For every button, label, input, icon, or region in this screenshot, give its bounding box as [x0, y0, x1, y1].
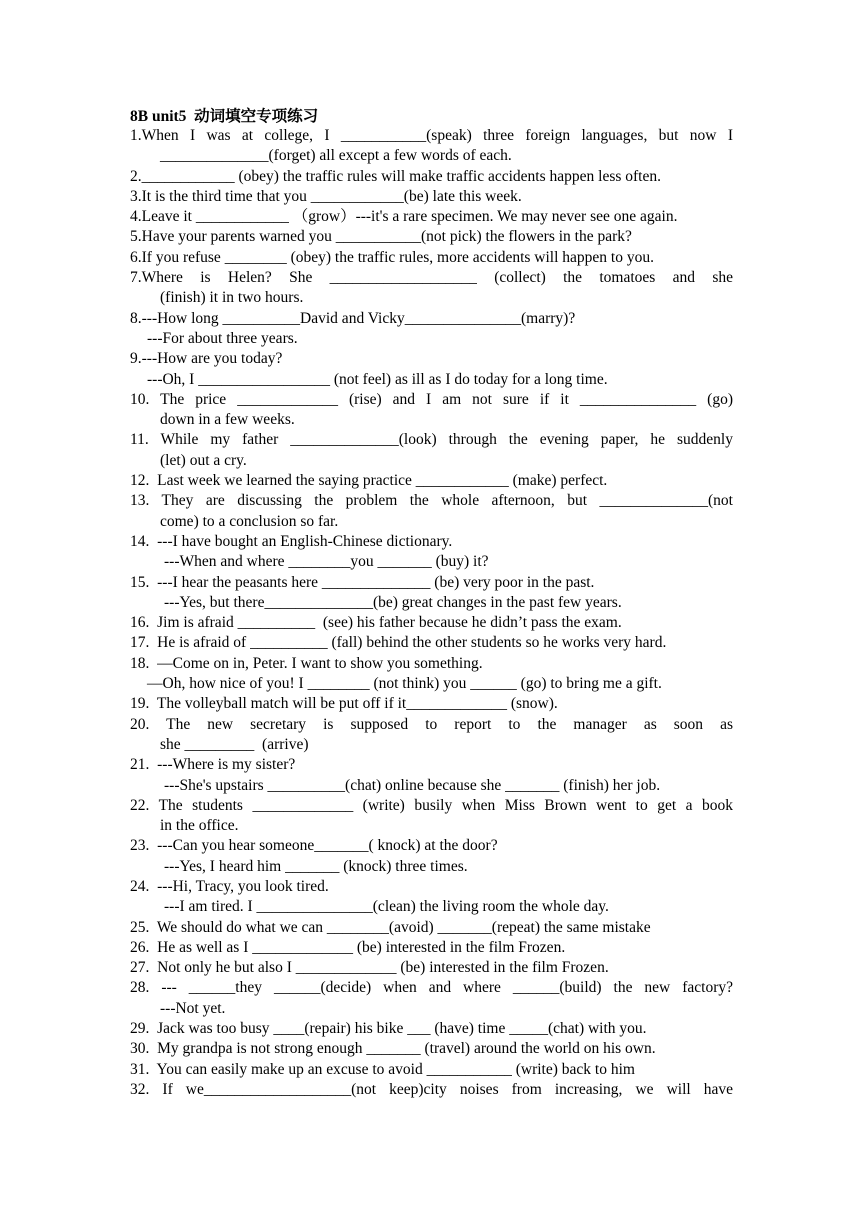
exercise-line: 6.If you refuse ________ (obey) the traffic rules, more accidents will happen to you.: [130, 248, 654, 266]
exercise-line: 5.Have your parents warned you ___________(not pick) the flowers in the park?: [130, 228, 632, 246]
exercise-line: 28. --- ______they ______(decide) when and where ______(build) the new factory?: [130, 979, 733, 997]
exercise-line: 14. ---I have bought an English-Chinese dictionary.: [130, 532, 453, 550]
exercise-line: ---I am tired. I _______________(clean) the living room the whole day.: [164, 898, 609, 916]
exercise-line: (let) out a cry.: [160, 451, 247, 469]
exercise-line: ---Yes, but there______________(be) great changes in the past few years.: [164, 593, 622, 611]
exercise-line: 1.When I was at college, I ___________(speak) three foreign languages, but now I: [130, 127, 733, 144]
exercise-line: 26. He as well as I _____________ (be) interested in the film Frozen.: [130, 938, 566, 956]
exercise-line: 18. —Come on in, Peter. I want to show you something.: [130, 654, 483, 672]
exercise-line: 30. My grandpa is not strong enough _______ (travel) around the world on his own.: [130, 1040, 656, 1058]
exercise-line: 15. ---I hear the peasants here ______________ (be) very poor in the past.: [130, 573, 595, 591]
exercise-line: 2.____________ (obey) the traffic rules will make traffic accidents happen less often.: [130, 167, 661, 185]
exercise-line: 7.Where is Helen? She ___________________ (collect) the tomatoes and she: [130, 269, 733, 287]
exercise-line: 8.---How long __________David and Vicky_______________(marry)?: [130, 309, 576, 327]
exercise-line: ---When and where ________you _______ (buy) it?: [164, 553, 489, 571]
exercise-line: 11. While my father ______________(look) through the evening paper, he suddenly: [130, 431, 733, 449]
exercise-line: —Oh, how nice of you! I ________ (not think) you ______ (go) to bring me a gift.: [147, 675, 662, 693]
exercise-line: 31. You can easily make up an excuse to avoid ___________ (write) back to him: [130, 1060, 635, 1078]
exercise-line: (finish) it in two hours.: [160, 289, 304, 307]
exercise-line: ---Oh, I _________________ (not feel) as ill as I do today for a long time.: [147, 370, 608, 388]
exercise-line: 19. The volleyball match will be put off if it_____________ (snow).: [130, 695, 558, 713]
exercise-line: 16. Jim is afraid __________ (see) his father because he didn’t pass the exam.: [130, 614, 622, 632]
exercise-line: ---For about three years.: [147, 329, 298, 347]
exercise-line: 22. The students _____________ (write) busily when Miss Brown went to get a book: [130, 796, 733, 814]
exercise-line: down in a few weeks.: [160, 411, 295, 429]
exercise-line: 17. He is afraid of __________ (fall) behind the other students so he works very hard.: [130, 634, 667, 652]
exercise-line: 10. The price _____________ (rise) and I am not sure if it _______________ (go): [130, 390, 733, 408]
exercise-line: 12. Last week we learned the saying practice ____________ (make) perfect.: [130, 472, 608, 490]
exercise-line: 23. ---Can you hear someone_______( knock) at the door?: [130, 837, 498, 855]
exercise-line: 24. ---Hi, Tracy, you look tired.: [130, 877, 329, 895]
exercise-line: 3.It is the third time that you ____________(be) late this week.: [130, 187, 522, 205]
exercise-line: in the office.: [160, 817, 239, 835]
exercise-line: ---She's upstairs __________(chat) online because she _______ (finish) her job.: [164, 776, 661, 794]
exercise-line: ______________(forget) all except a few words of each.: [160, 147, 512, 165]
exercise-line: 9.---How are you today?: [130, 350, 283, 368]
worksheet-title: 8B unit5 动词填空专项练习: [130, 108, 319, 125]
exercise-line: 13. They are discussing the problem the whole afternoon, but ______________(not: [130, 492, 733, 510]
exercise-line: 4.Leave it ____________ （grow）---it's a rare specimen. We may never see one again.: [130, 208, 678, 226]
exercise-line: 25. We should do what we can ________(avoid) _______(repeat) the same mistake: [130, 918, 651, 936]
exercise-line: she _________ (arrive): [160, 735, 309, 753]
exercise-list: [130, 126, 733, 1100]
exercise-line: 20. The new secretary is supposed to report to the manager as soon as: [130, 715, 733, 733]
exercise-line: 21. ---Where is my sister?: [130, 756, 296, 774]
exercise-line: 27. Not only he but also I _____________ (be) interested in the film Frozen.: [130, 959, 609, 977]
exercise-line: ---Yes, I heard him _______ (knock) three times.: [164, 857, 468, 875]
exercise-line: 32. If we___________________(not keep)city noises from increasing, we will have: [130, 1080, 733, 1098]
exercise-line: come) to a conclusion so far.: [160, 512, 339, 530]
exercise-line: ---Not yet.: [160, 999, 226, 1017]
exercise-line: 29. Jack was too busy ____(repair) his bike ___ (have) time _____(chat) with you.: [130, 1020, 647, 1038]
